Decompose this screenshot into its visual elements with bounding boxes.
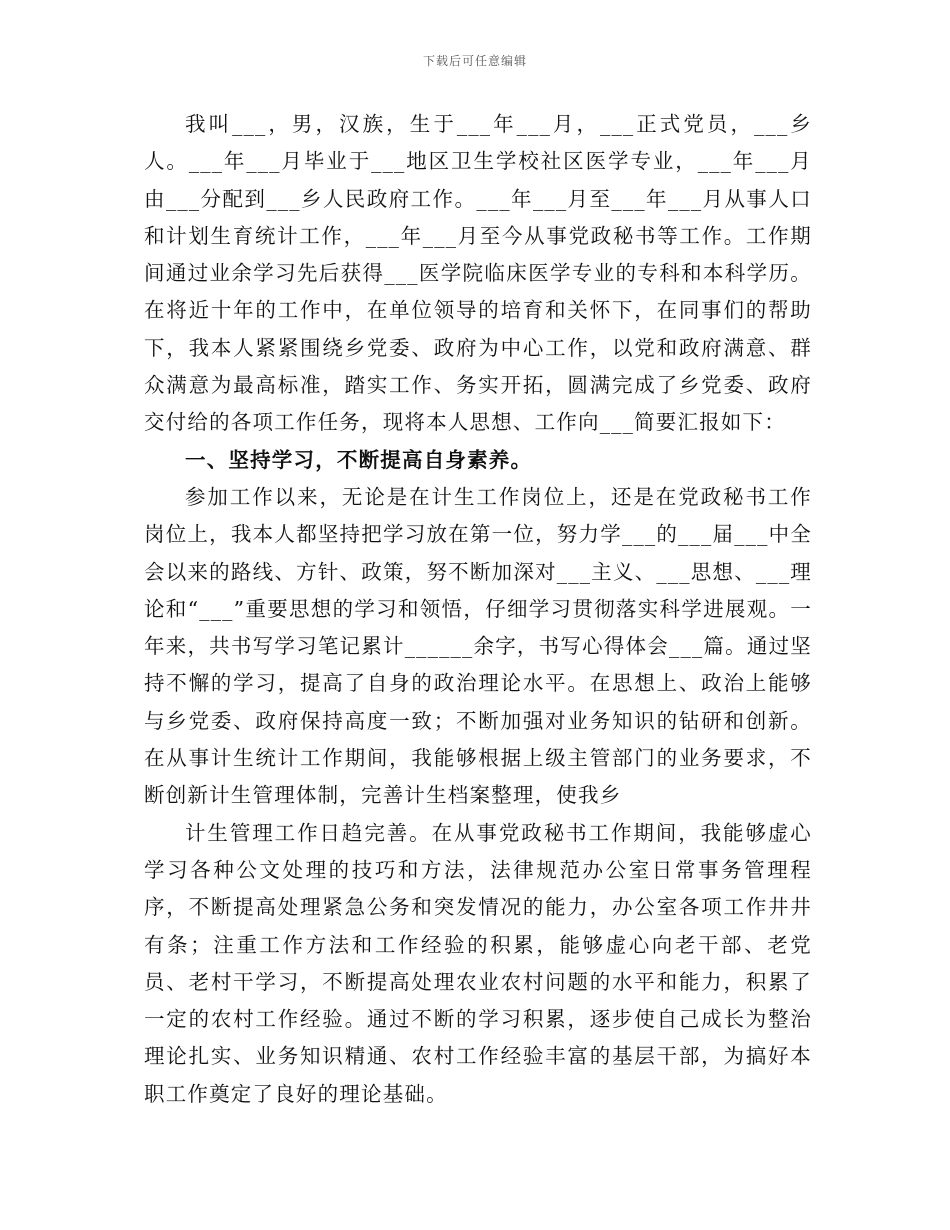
intro-paragraph: 我叫___，男，汉族，生于___年___月，___正式党员，___乡人。___年___月毕业于___地区卫生学校社区医学专业，___年___月由___分配到___乡人民政府工作。___年___月至___年___月从事人口和计划生育统计工作，___年___月至今从事党政秘书等工作。工作期间通过业余学习先后获得___医学院临床医学专业的专科和本科学历。在将近十年的工作中，在单位领导的培育和关怀下，在同事们的帮助下，我本人紧紧围绕乡党委、政府为中心工作，以党和政府满意、群众满意为最高标准，踏实工作、务实开拓，圆满完成了乡党委、政府交付给的各项工作任务，现将本人思想、工作向___简要汇报如下： [144, 112, 812, 435]
section-heading-study: 一、坚持学习，不断提高自身素养。 [185, 447, 533, 472]
document-body [144, 106, 812, 1113]
page-header-watermark: 下载后可任意编辑 [422, 54, 527, 68]
study-paragraph: 参加工作以来，无论是在计生工作岗位上，还是在党政秘书工作岗位上，我本人都坚持把学习放在第一位，努力学___的___届___中全会以来的路线、方针、政策，努不断加深对___主义、___思想、___理论和“___”重要思想的学习和领悟，仔细学习贯彻落实科学进展观。一年来，共书写学习笔记累计______余字，书写心得体会___篇。通过坚持不懈的学习，提高了自身的政治理论水平。在思想上、政治上能够与乡党委、政府保持高度一致；不断加强对业务知识的钻研和创新。在从事计生统计工作期间，我能够根据上级主管部门的业务要求，不断创新计生管理体制，完善计生档案整理，使我乡 [144, 484, 812, 808]
secretary-work-paragraph: 计生管理工作日趋完善。在从事党政秘书工作期间，我能够虚心学习各种公文处理的技巧和方法，法律规范办公室日常事务管理程序，不断提高处理紧急公务和突发情况的能力，办公室各项工作井井有条；注重工作方法和工作经验的积累，能够虚心向老干部、老党员、老村干学习，不断提高处理农业农村问题的水平和能力，积累了一定的农村工作经验。通过不断的学习积累，逐步使自己成长为整治理论扎实、业务知识精通、农村工作经验丰富的基层干部，为搞好本职工作奠定了良好的理论基础。 [144, 820, 812, 1106]
